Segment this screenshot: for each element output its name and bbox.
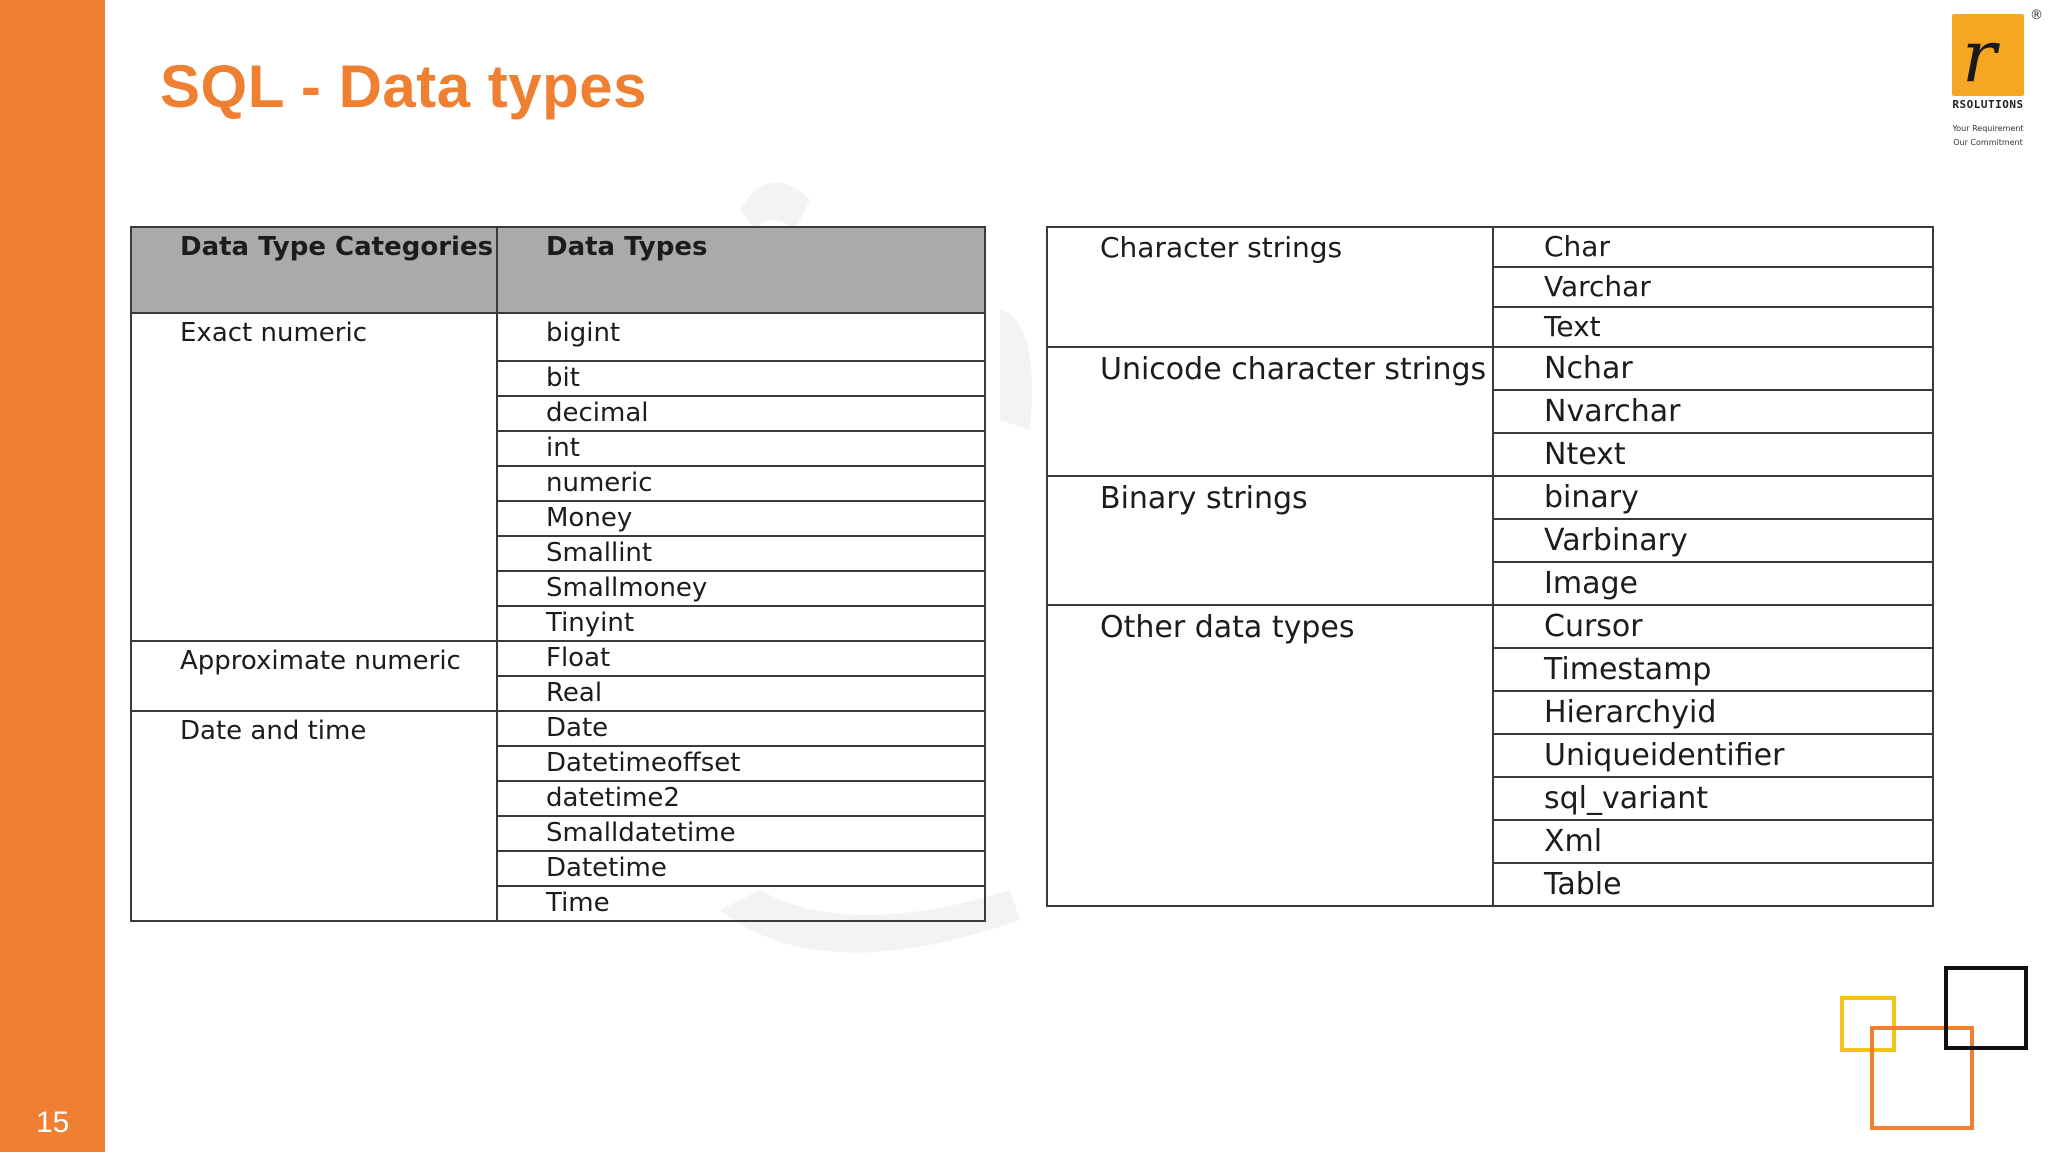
- table-row: [131, 313, 985, 361]
- table-row: [1047, 227, 1933, 267]
- logo-badge: [1952, 14, 2024, 96]
- type-cell: Nvarchar: [1493, 390, 1933, 433]
- page-title: SQL - Data types: [160, 53, 648, 120]
- type-cell: Smallint: [497, 536, 985, 571]
- type-cell: Table: [1493, 863, 1933, 906]
- category-cell: Date and time: [131, 711, 497, 921]
- table-row: [1047, 605, 1933, 648]
- category-cell: Unicode character strings: [1047, 347, 1493, 476]
- type-cell: Varbinary: [1493, 519, 1933, 562]
- category-cell: Character strings: [1047, 227, 1493, 347]
- type-cell: Datetime: [497, 851, 985, 886]
- type-cell: Xml: [1493, 820, 1933, 863]
- header-categories: Data Type Categories: [131, 227, 497, 313]
- logo-name: RSOLUTIONS: [1952, 98, 2024, 111]
- type-cell: bit: [497, 361, 985, 396]
- type-cell: Tinyint: [497, 606, 985, 641]
- type-cell: Text: [1493, 307, 1933, 347]
- type-cell: Hierarchyid: [1493, 691, 1933, 734]
- type-cell: datetime2: [497, 781, 985, 816]
- type-cell: Image: [1493, 562, 1933, 605]
- type-cell: Date: [497, 711, 985, 746]
- type-cell: Time: [497, 886, 985, 921]
- data-types-table-left: [130, 226, 986, 922]
- type-cell: Real: [497, 676, 985, 711]
- decor-square-black: [1944, 966, 2028, 1050]
- header-types: Data Types: [497, 227, 985, 313]
- table-row: [131, 711, 985, 746]
- type-cell: Money: [497, 501, 985, 536]
- type-cell: Float: [497, 641, 985, 676]
- type-cell: Timestamp: [1493, 648, 1933, 691]
- data-types-table-right: [1046, 226, 1934, 907]
- category-cell: Other data types: [1047, 605, 1493, 906]
- table-header-row: [131, 227, 985, 313]
- category-cell: Exact numeric: [131, 313, 497, 641]
- logo-tagline-1: Your Requirement: [1952, 124, 2024, 133]
- type-cell: Ntext: [1493, 433, 1933, 476]
- company-logo: [1950, 8, 2044, 148]
- type-cell: Char: [1493, 227, 1933, 267]
- type-cell: Cursor: [1493, 605, 1933, 648]
- type-cell: decimal: [497, 396, 985, 431]
- slide-number: 15: [36, 1106, 70, 1139]
- registered-mark: ®: [2030, 8, 2043, 23]
- type-cell: bigint: [497, 313, 985, 361]
- table-row: [1047, 347, 1933, 390]
- logo-tagline-2: Our Commitment: [1953, 138, 2023, 147]
- type-cell: Nchar: [1493, 347, 1933, 390]
- type-cell: int: [497, 431, 985, 466]
- type-cell: Varchar: [1493, 267, 1933, 307]
- category-cell: Approximate numeric: [131, 641, 497, 711]
- type-cell: sql_variant: [1493, 777, 1933, 820]
- left-accent-bar: [0, 0, 105, 1152]
- type-cell: Smallmoney: [497, 571, 985, 606]
- table-row: [131, 641, 985, 676]
- table-row: [1047, 476, 1933, 519]
- type-cell: Datetimeoffset: [497, 746, 985, 781]
- type-cell: numeric: [497, 466, 985, 501]
- type-cell: Uniqueidentifier: [1493, 734, 1933, 777]
- type-cell: Smalldatetime: [497, 816, 985, 851]
- type-cell: binary: [1493, 476, 1933, 519]
- logo-letter: r: [1962, 14, 1997, 98]
- category-cell: Binary strings: [1047, 476, 1493, 605]
